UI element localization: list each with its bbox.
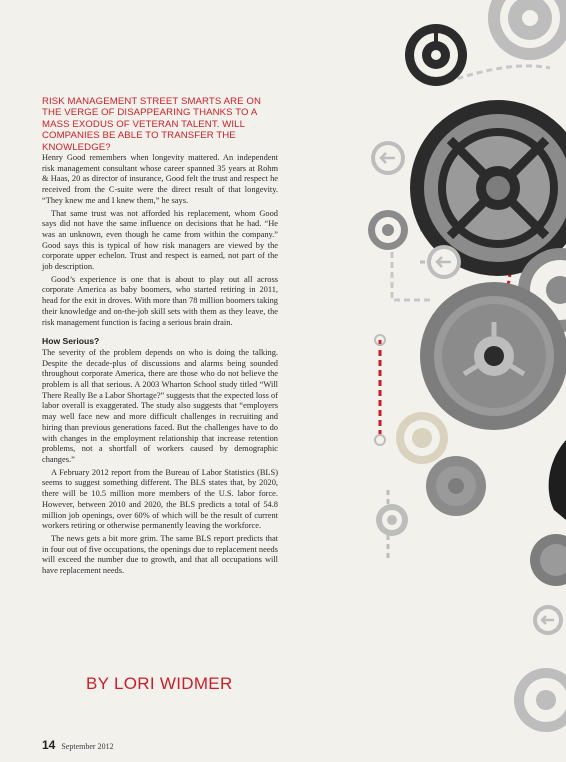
- black-shape: [549, 440, 566, 520]
- gear-icon: [368, 210, 408, 250]
- paragraph-1: Henry Good remembers when longevity mattered. An independent risk management consultant whose career spanned 35 years at Rohm & Haas, 20 as director of insurance, Good felt the trust and respect he received from the C-suite were the direct result of that longevity. “They knew me and I knew them,” he says.: [42, 153, 278, 205]
- arrow-left-icon: [427, 245, 461, 279]
- byline: BY LORI WIDMER: [86, 674, 233, 693]
- gear-icon: [396, 412, 448, 464]
- arrow-left-icon: [533, 605, 563, 635]
- gear-icon: [514, 668, 566, 732]
- paragraph-2: That same trust was not afforded his replacement, whom Good says did not have the same influence on decisions that he had. “He was an unknown, even though he came from within the company.” Good says this is typical of how risk managers are viewed by the corporate upper echelon. Trust and respect is earned, not part of the job description.: [42, 208, 278, 272]
- article-body: [42, 153, 278, 579]
- gear-icon: [420, 282, 566, 430]
- paragraph-5: A February 2012 report from the Bureau of Labor Statistics (BLS) seems to suggest something different. The BLS states that, by 2020, there will be 10.5 million more members of the U.S. labor force. However, between 2010 and 2020, the BLS predicts a total of 54.8 million job openings, over 60% of which will be the result of current workers retiring or otherwise permanently leaving the workforce.: [42, 467, 278, 531]
- paragraph-4: The severity of the problem depends on who is doing the talking. Despite the decade-plus of discussions and alarms being sounded throughout corporate America, there are those who do not believe the problem is all that serious. A 2003 Wharton School study titled “Will There Really Be a Labor Shortage?” suggests that the expected loss of labor overall is exaggerated. The study also suggests that “employers may well face new and more difficult challenges in recruiting and hiring than previous generations faced. But the challenges have to do with changes in the employment relationship that increase retention problems, not a shortfall of workers caused by demographic changes.”: [42, 347, 278, 464]
- gear-icon: [488, 0, 566, 60]
- paragraph-6: The news gets a bit more grim. The same BLS report predicts that in four out of five occupations, the openings due to replacement needs will exceed the number due to growth, and that all occupations will have replacement needs.: [42, 533, 278, 576]
- gear-icon: [530, 534, 566, 586]
- node-dot: [375, 435, 385, 445]
- subhead: How Serious?: [42, 336, 100, 347]
- page-folio: [42, 738, 114, 752]
- article-deck: RISK MANAGEMENT STREET SMARTS ARE ON THE VERGE OF DISAPPEARING THANKS TO A MASS EXODUS OF VETERAN TALENT. WILL COMPANIES BE ABLE TO TRANSFER THE KNOWLEDGE?: [42, 96, 261, 153]
- arrow-left-icon: [371, 141, 405, 175]
- gears-illustration: [360, 0, 566, 762]
- issue-date: September 2012: [61, 742, 114, 751]
- gear-icon: [426, 456, 486, 516]
- gear-icon: [376, 504, 408, 536]
- gear-icon: [405, 24, 467, 86]
- paragraph-3: Good’s experience is one that is about to play out all across corporate America as baby boomers, who started retiring in 2011, head for the exit in droves. With more than 78 million boomers taking their knowledge and on-the-job skill sets with them as they leave, the risk management function is facing a serious brain drain.: [42, 274, 278, 327]
- page-number: 14: [42, 738, 56, 752]
